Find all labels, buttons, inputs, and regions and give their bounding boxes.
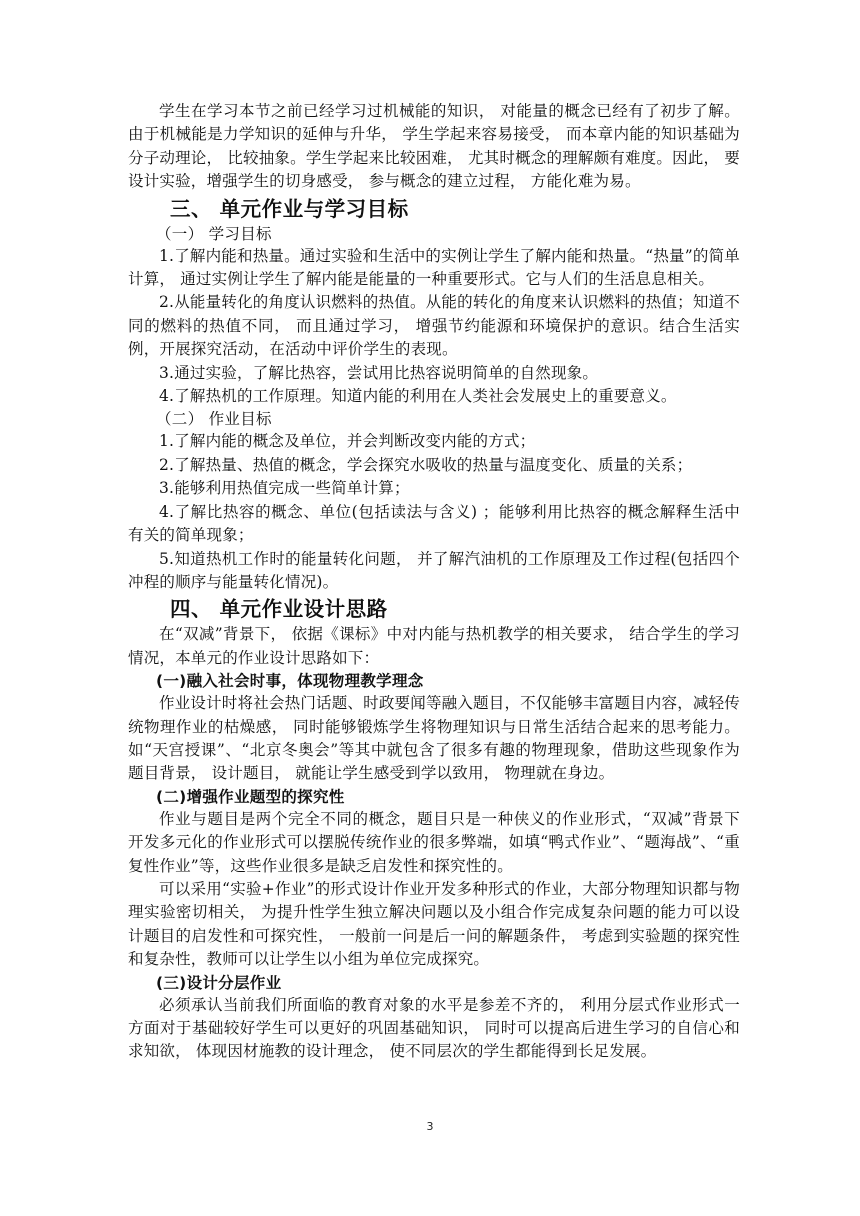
- section-3-heading: 三、 单元作业与学习目标: [170, 196, 409, 221]
- page-number: 3: [426, 1120, 434, 1133]
- section-3-subheading-1: （一） 学习目标: [156, 224, 272, 243]
- section-3-subheading-2: （二） 作业目标: [156, 410, 272, 429]
- section-4-intro: 在“双减”背景下， 依据《课标》中对内能与热机教学的相关要求， 结合学生的学习情况，本单元的作业设计思路如下：: [128, 625, 740, 667]
- section-4-subheading-3: (三)设计分层作业: [156, 973, 282, 992]
- homework-goal-1: 1.了解内能的概念及单位，并会判断改变内能的方式；: [159, 432, 536, 451]
- section-4-sub2-paragraph-2: 可以采用“实验+作业”的形式设计作业开发多种形式的作业，大部分物理知识都与物理实验密切相关， 为提升性学生独立解决问题以及小组合作完成复杂问题的能力可以设计题目的启发性和可探究性， 一般前一问是后一问的解题条件， 考虑到实验题的探究性和复杂性，教师可以让学生以小组为单位完成探究。: [128, 879, 740, 969]
- intro-paragraph: 学生在学习本节之前已经学习过机械能的知识， 对能量的概念已经有了初步了解。由于机械能是力学知识的延伸与升华， 学生学起来容易接受， 而本章内能的知识基础为分子动理论， 比较抽象。学生学起来比较困难， 尤其时概念的理解颇有难度。因此， 要设计实验，增强学生的切身感受， 参与概念的建立过程， 方能化难为易。: [128, 102, 740, 191]
- learning-goal-2: 2.从能量转化的角度认识燃料的热值。从能的转化的角度来认识燃料的热值；知道不同的燃料的热值不同， 而且通过学习， 增强节约能源和环境保护的意识。结合生活实例，开展探究活动，在活动中评价学生的表现。: [128, 293, 740, 359]
- page-content: [128, 100, 740, 1064]
- learning-goal-1: 1.了解内能和热量。通过实验和生活中的实例让学生了解内能和热量。“热量”的简单计算， 通过实例让学生了解内能是能量的一种重要形式。它与人们的生活息息相关。: [128, 246, 740, 289]
- section-4-heading: 四、 单元作业设计思路: [170, 597, 388, 622]
- learning-goal-3: 3.通过实验，了解比热容，尝试用比热容说明简单的自然现象。: [159, 363, 599, 382]
- section-4-sub1-paragraph-1: 作业设计时将社会热门话题、时政要闻等融入题目，不仅能够丰富题目内容，减轻传统物理作业的枯燥感， 同时能够锻炼学生将物理知识与日常生活结合起来的思考能力。如“天宫授课”、“北京冬奥会”等其中就包含了很多有趣的物理现象，借助这些现象作为题目背景， 设计题目， 就能让学生感受到学以致用， 物理就在身边。: [128, 694, 740, 783]
- section-4-subheading-1: (一)融入社会时事，体现物理教学理念: [156, 672, 424, 691]
- section-4-sub2-paragraph-1: 作业与题目是两个完全不同的概念，题目只是一种侠义的作业形式，“双减”背景下开发多元化的作业形式可以摆脱传统作业的很多弊端，如填“鸭式作业”、“题海战”、“重复性作业”等，这些作业很多是缺乏启发性和探究性的。: [128, 809, 740, 875]
- homework-goal-4: 4.了解比热容的概念、单位(包括读法与含义) ；能够利用比热容的概念解释生活中有关的简单现象；: [128, 502, 740, 545]
- learning-goal-4: 4.了解热机的工作原理。知道内能的利用在人类社会发展史上的重要意义。: [159, 387, 677, 406]
- homework-goal-2: 2.了解热量、热值的概念，学会探究水吸收的热量与温度变化、质量的关系；: [159, 455, 693, 474]
- homework-goal-3: 3.能够利用热值完成一些简单计算；: [159, 479, 410, 498]
- homework-goal-5: 5.知道热机工作时的能量转化问题， 并了解汽油机的工作原理及工作过程(包括四个冲程的顺序与能量转化情况)。: [128, 549, 740, 591]
- section-4-subheading-2: (二)增强作业题型的探究性: [156, 787, 345, 806]
- section-4-sub3-paragraph-1: 必须承认当前我们所面临的教育对象的水平是参差不齐的， 利用分层式作业形式一方面对于基础较好学生可以更好的巩固基础知识， 同时可以提高后进生学习的自信心和求知欲， 体现因材施教的设计理念， 使不同层次的学生都能得到长足发展。: [128, 995, 740, 1061]
